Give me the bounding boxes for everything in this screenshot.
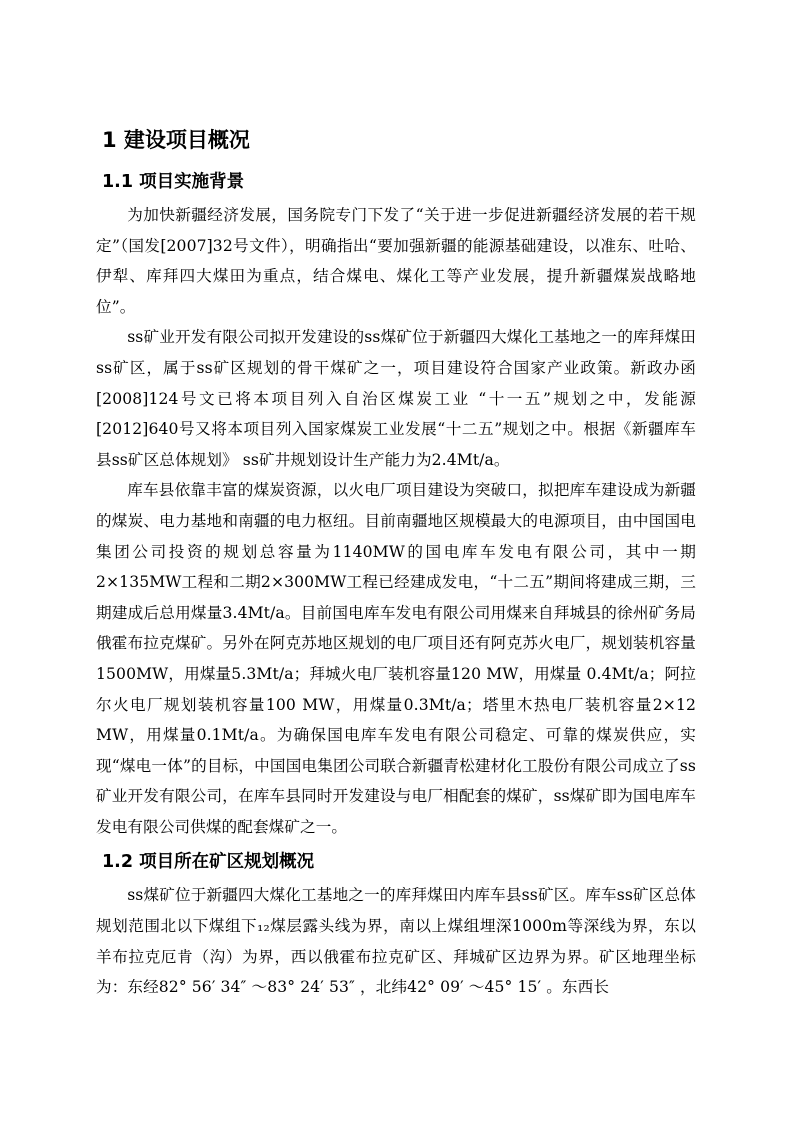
section-heading-1-1: 1.1 项目实施背景 xyxy=(102,172,245,192)
paragraph-1-1-a: 为加快新疆经济发展，国务院专门下发了“关于进一步促进新疆经济发展的若干规定”（国发[2007]32号文件），明确指出“要加强新疆的能源基础建设，以准东、吐哈、伊犁、库拜四大煤田为重点，结合煤电、煤化工等产业发展，提升新疆煤炭战略地位”。 xyxy=(96,206,696,316)
paragraph-1-2-a: ss煤矿位于新疆四大煤化工基地之一的库拜煤田内库车县ss矿区。库车ss矿区总体规划范围北以下煤组下₁₂煤层露头线为界，南以上煤组埋深1000m等深线为界，东以羊布拉克厄肯（沟）为界，西以俄霍布拉克矿区、拜城矿区边界为界。矿区地理坐标为：东经82° 56′ 34″ ～83° 24′ 53″ ，北纬42° 09′ ～45° 15′ 。东西长 xyxy=(96,886,696,997)
section-heading-1-2: 1.2 项目所在矿区规划概况 xyxy=(102,852,315,873)
paragraph-1-1-c: 库车县依靠丰富的煤炭资源，以火电厂项目建设为突破口，拟把库车建设成为新疆的煤炭、电力基地和南疆的电力枢纽。目前南疆地区规模最大的电源项目，由中国国电集团公司投资的规划总容量为1140MW的国电库车发电有限公司，其中一期2×135MW工程和二期2×300MW工程已经建成发电，“十二五”期间将建成三期，三期建成后总用煤量3.4Mt/a。目前国电库车发电有限公司用煤来自拜城县的徐州矿务局俄霍布拉克煤矿。另外在阿克苏地区规划的电厂项目还有阿克苏火电厂，规划装机容量1500MW，用煤量5.3Mt/a；拜城火电厂装机容量120 MW，用煤量 0.4Mt/a；阿拉尔火电厂规划装机容量100 MW，用煤量0.3Mt/a；塔里木热电厂装机容量2×12 MW，用煤量0.1Mt/a。为确保国电库车发电有限公司稳定、可靠的煤炭供应，实现“煤电一体”的目标，中国国电集团公司联合新疆青松建材化工股份有限公司成立了ss矿业开发有限公司，在库车县同时开发建设与电厂相配套的煤矿，ss煤矿即为国电库车发电有限公司供煤的配套煤矿之一。 xyxy=(96,481,696,836)
chapter-heading: 1 建设项目概况 xyxy=(102,128,250,152)
document-page xyxy=(96,126,696,1003)
paragraph-1-1-b: ss矿业开发有限公司拟开发建设的ss煤矿位于新疆四大煤化工基地之一的库拜煤田ss矿区，属于ss矿区规划的骨干煤矿之一，项目建设符合国家产业政策。新政办函[2008]124号文已将本项目列入自治区煤炭工业 “十一五”规划之中，发能源[2012]640号又将本项目列入国家煤炭工业发展“十二五”规划之中。根据《新疆库车县ss矿区总体规划》 ss矿井规划设计生产能力为2.4Mt/a。 xyxy=(96,328,696,469)
